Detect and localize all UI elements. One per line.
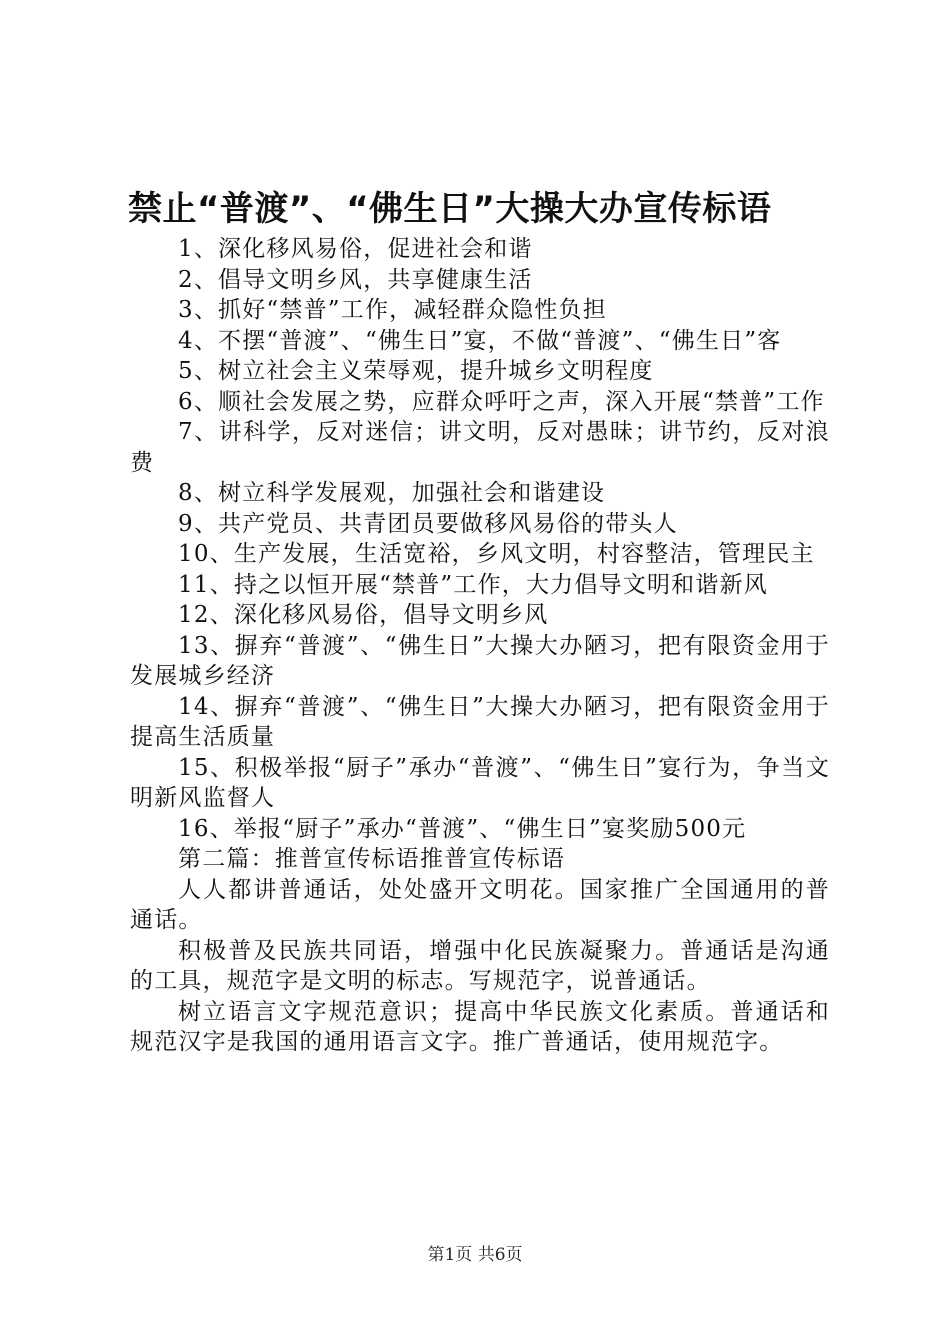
slogan-13: 13、摒弃“普渡”、“佛生日”大操大办陋习，把有限资金用于发展城乡经济 xyxy=(130,632,830,689)
slogan-5: 5、树立社会主义荣辱观，提升城乡文明程度 xyxy=(178,358,654,384)
slogan-7: 7、讲科学，反对迷信；讲文明，反对愚昧；讲节约，反对浪费 xyxy=(130,419,830,476)
slogan-15: 15、积极举报“厨子”承办“普渡”、“佛生日”宴行为，争当文明新风监督人 xyxy=(130,754,830,811)
section-heading: 第二篇：推普宣传标语推普宣传标语 xyxy=(178,846,566,872)
body-paragraph: 人人都讲普通话，处处盛开文明花。国家推广全国通用的普通话。 xyxy=(130,876,830,933)
slogan-6: 6、顺社会发展之势，应群众呼吁之声，深入开展“禁普”工作 xyxy=(178,388,825,415)
document-title: 禁止“普渡”、“佛生日”大操大办宣传标语 xyxy=(128,189,772,229)
slogan-2: 2、倡导文明乡风，共享健康生活 xyxy=(178,266,533,293)
slogan-11: 11、持之以恒开展“禁普”工作，大力倡导文明和谐新风 xyxy=(178,571,768,598)
body-paragraph: 积极普及民族共同语，增强中化民族凝聚力。普通话是沟通的工具，规范字是文明的标志。写规范字，说普通话。 xyxy=(130,937,830,994)
slogan-12: 12、深化移风易俗，倡导文明乡风 xyxy=(178,602,549,628)
slogan-14: 14、摒弃“普渡”、“佛生日”大操大办陋习，把有限资金用于提高生活质量 xyxy=(130,693,830,750)
slogan-3: 3、抓好“禁普”工作，减轻群众隐性负担 xyxy=(178,297,607,323)
slogan-9: 9、共产党员、共青团员要做移风易俗的带头人 xyxy=(178,510,678,537)
slogan-16: 16、举报“厨子”承办“普渡”、“佛生日”宴奖励500元 xyxy=(178,815,747,842)
page-footer: 第1页 共6页 xyxy=(427,1245,523,1265)
slogan-4: 4、不摆“普渡”、“佛生日”宴，不做“普渡”、“佛生日”客 xyxy=(178,327,782,354)
document-body xyxy=(130,234,830,1058)
slogan-1: 1、深化移风易俗，促进社会和谐 xyxy=(178,236,533,262)
slogan-10: 10、生产发展，生活宽裕，乡风文明，村容整洁，管理民主 xyxy=(178,541,815,567)
body-paragraph: 树立语言文字规范意识；提高中华民族文化素质。普通话和规范汉字是我国的通用语言文字。推广普通话，使用规范字。 xyxy=(130,998,830,1055)
slogan-8: 8、树立科学发展观，加强社会和谐建设 xyxy=(178,480,606,506)
